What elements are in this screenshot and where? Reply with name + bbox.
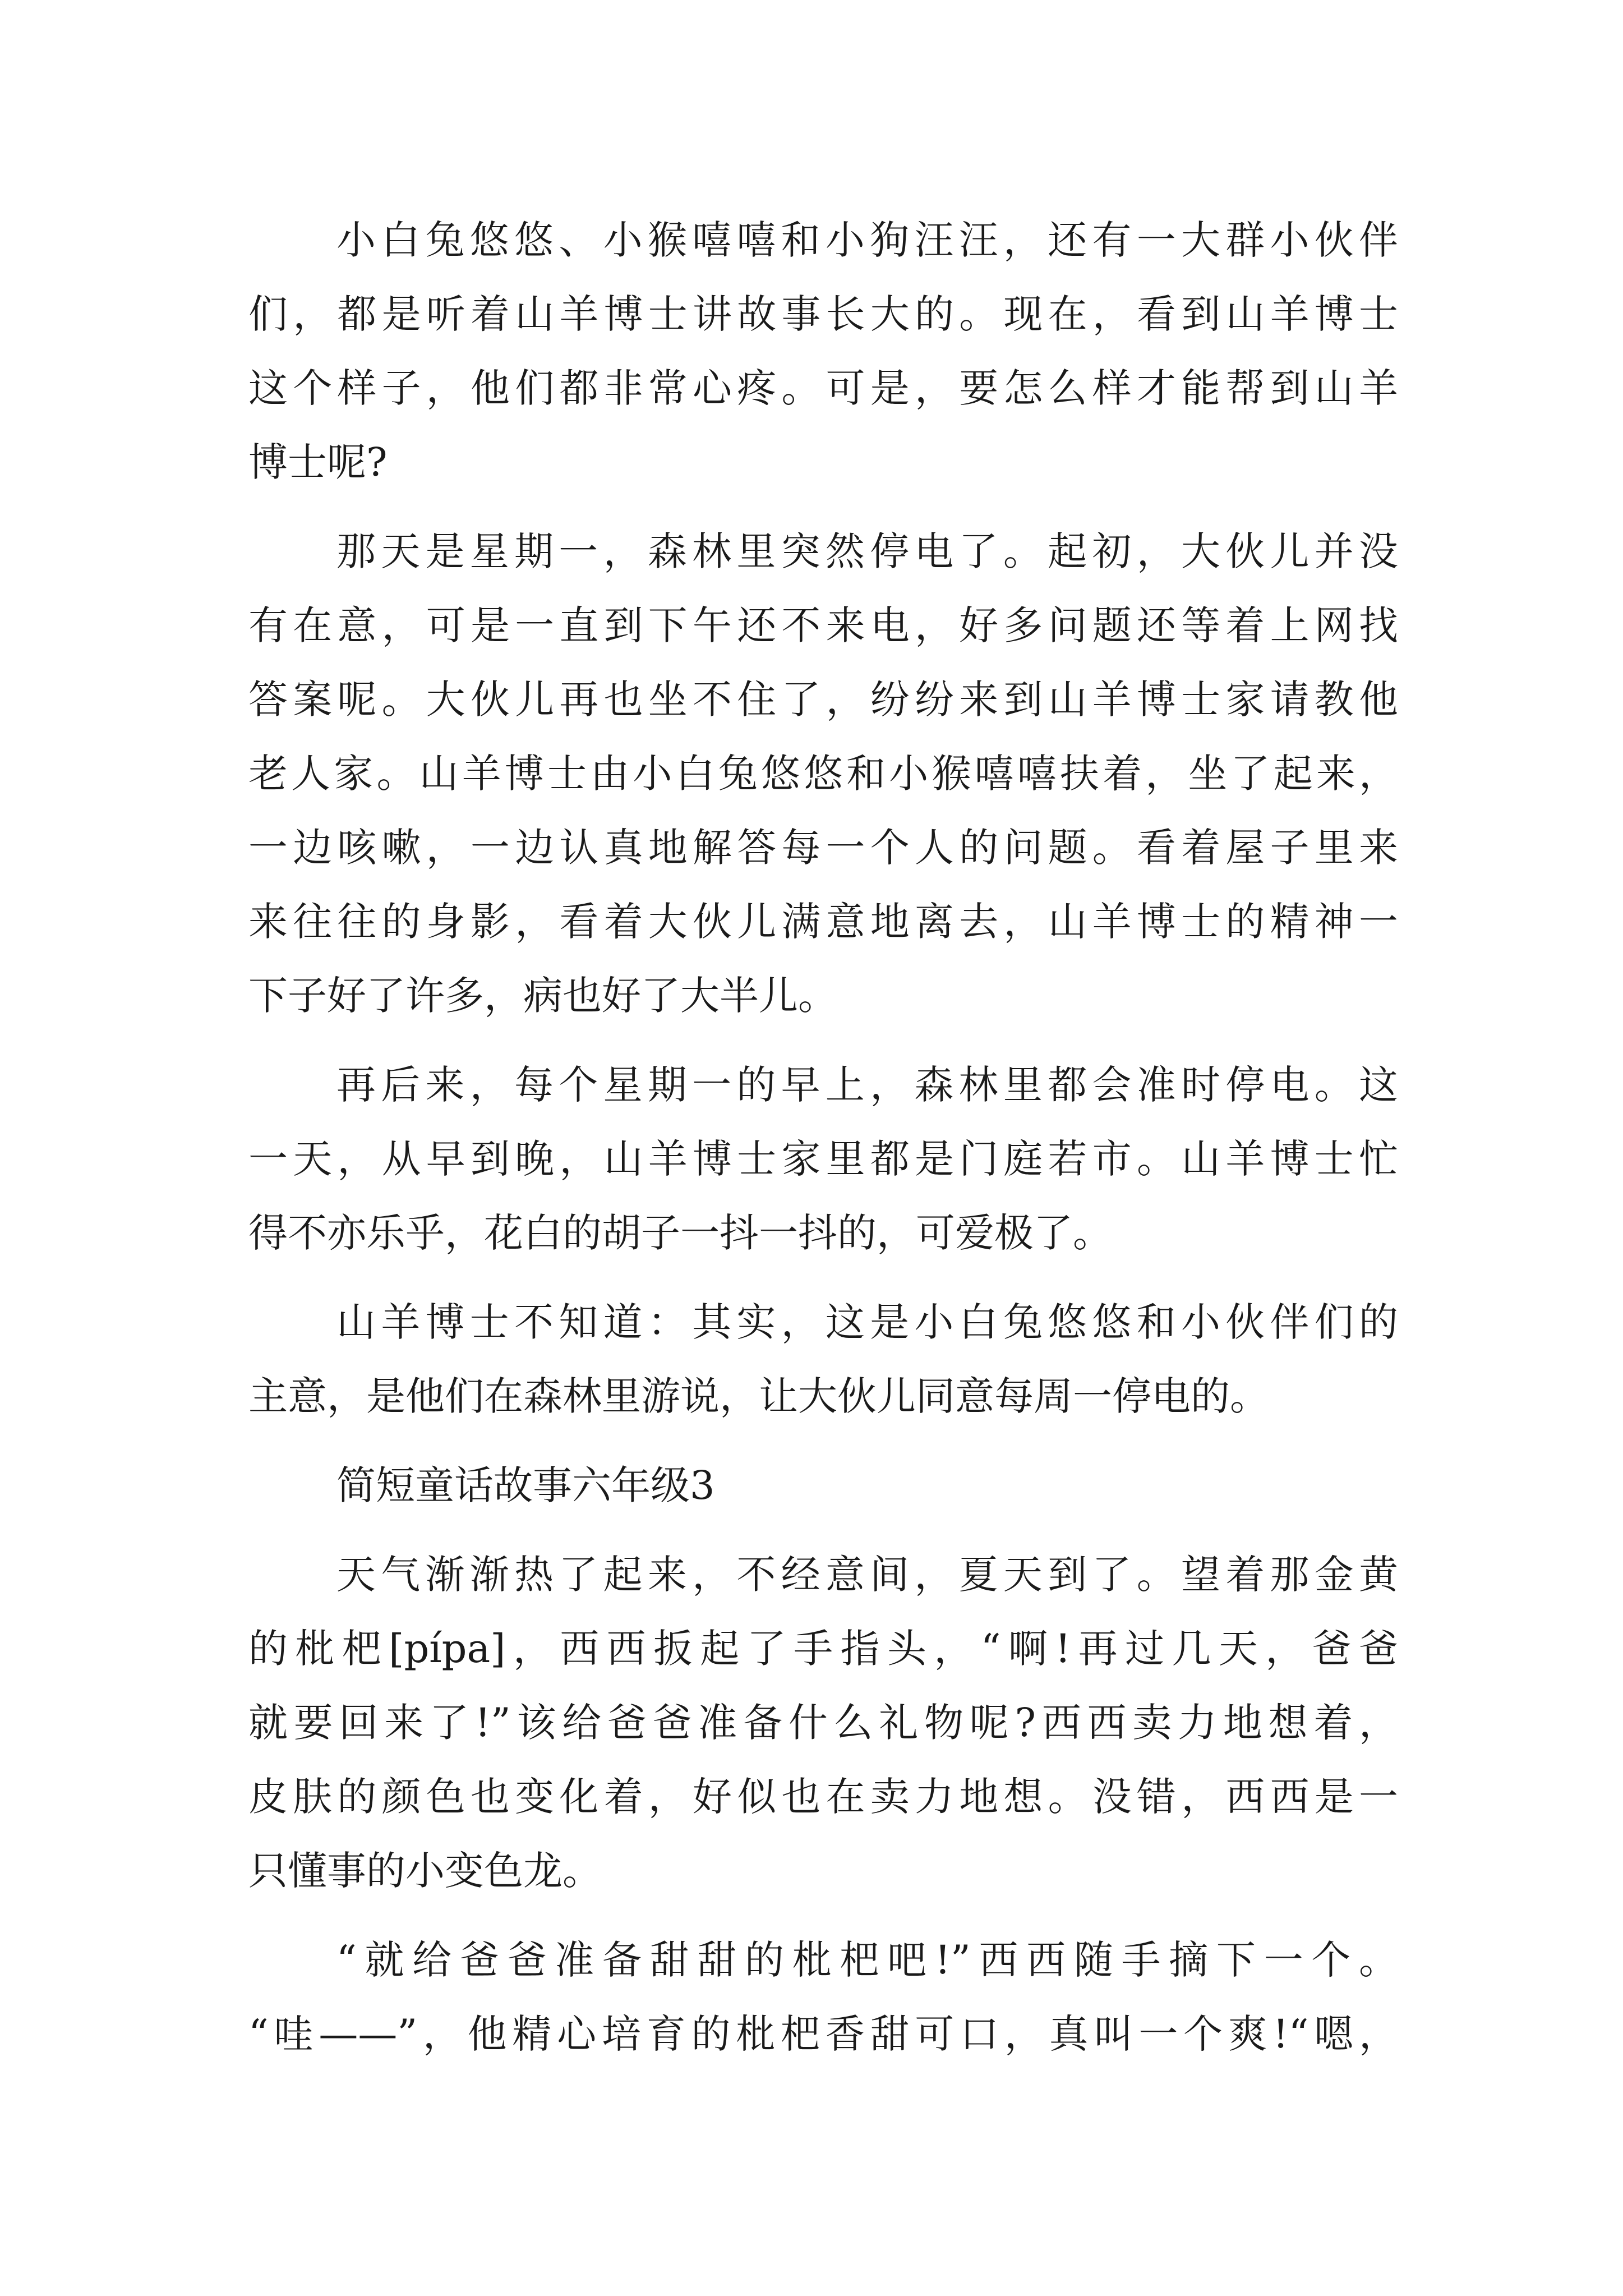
paragraph-line: 的枇杷[pípa]，西西扳起了手指头，“啊!再过几天，爸爸 bbox=[248, 1626, 1398, 1672]
paragraph-line: 来往往的身影，看着大伙儿满意地离去，山羊博士的精神一 bbox=[248, 899, 1398, 945]
paragraph-line: 只懂事的小变色龙。 bbox=[248, 1848, 602, 1894]
paragraph-line: 再后来，每个星期一的早上，森林里都会准时停电。这 bbox=[336, 1062, 1398, 1108]
paragraph-line: 答案呢。大伙儿再也坐不住了，纷纷来到山羊博士家请教他 bbox=[248, 677, 1398, 723]
paragraph-line: 皮肤的颜色也变化着，好似也在卖力地想。没错，西西是一 bbox=[248, 1774, 1398, 1820]
paragraph-line: “就给爸爸准备甜甜的枇杷吧!”西西随手摘下一个。 bbox=[336, 1937, 1398, 1983]
paragraph-line: 山羊博士不知道：其实，这是小白兔悠悠和小伙伴们的 bbox=[336, 1299, 1398, 1345]
paragraph-line: 老人家。山羊博士由小白兔悠悠和小猴嘻嘻扶着，坐了起来， bbox=[248, 751, 1398, 797]
paragraph-line: 小白兔悠悠、小猴嘻嘻和小狗汪汪，还有一大群小伙伴 bbox=[336, 217, 1398, 263]
paragraph-line: 主意，是他们在森林里游说，让大伙儿同意每周一停电的。 bbox=[248, 1373, 1269, 1419]
paragraph-line: 这个样子，他们都非常心疼。可是，要怎么样才能帮到山羊 bbox=[248, 365, 1398, 411]
paragraph-line: “哇——”，他精心培育的枇杷香甜可口，真叫一个爽!“嗯， bbox=[248, 2011, 1398, 2057]
paragraph-line: 天气渐渐热了起来，不经意间，夏天到了。望着那金黄 bbox=[336, 1552, 1398, 1598]
paragraph-line: 有在意，可是一直到下午还不来电，好多问题还等着上网找 bbox=[248, 602, 1398, 648]
section-heading: 简短童话故事六年级3 bbox=[336, 1462, 715, 1508]
paragraph-line: 们，都是听着山羊博士讲故事长大的。现在，看到山羊博士 bbox=[248, 291, 1398, 337]
paragraph-line: 一天，从早到晚，山羊博士家里都是门庭若市。山羊博士忙 bbox=[248, 1136, 1398, 1182]
paragraph-line: 博士呢? bbox=[248, 439, 388, 485]
paragraph-line: 下子好了许多，病也好了大半儿。 bbox=[248, 973, 837, 1019]
paragraph-line: 那天是星期一，森林里突然停电了。起初，大伙儿并没 bbox=[336, 528, 1398, 574]
paragraph-line: 得不亦乐乎，花白的胡子一抖一抖的，可爱极了。 bbox=[248, 1210, 1112, 1256]
paragraph-line: 一边咳嗽，一边认真地解答每一个人的问题。看着屋子里来 bbox=[248, 825, 1398, 871]
paragraph-line: 就要回来了!”该给爸爸准备什么礼物呢?西西卖力地想着， bbox=[248, 1700, 1398, 1746]
